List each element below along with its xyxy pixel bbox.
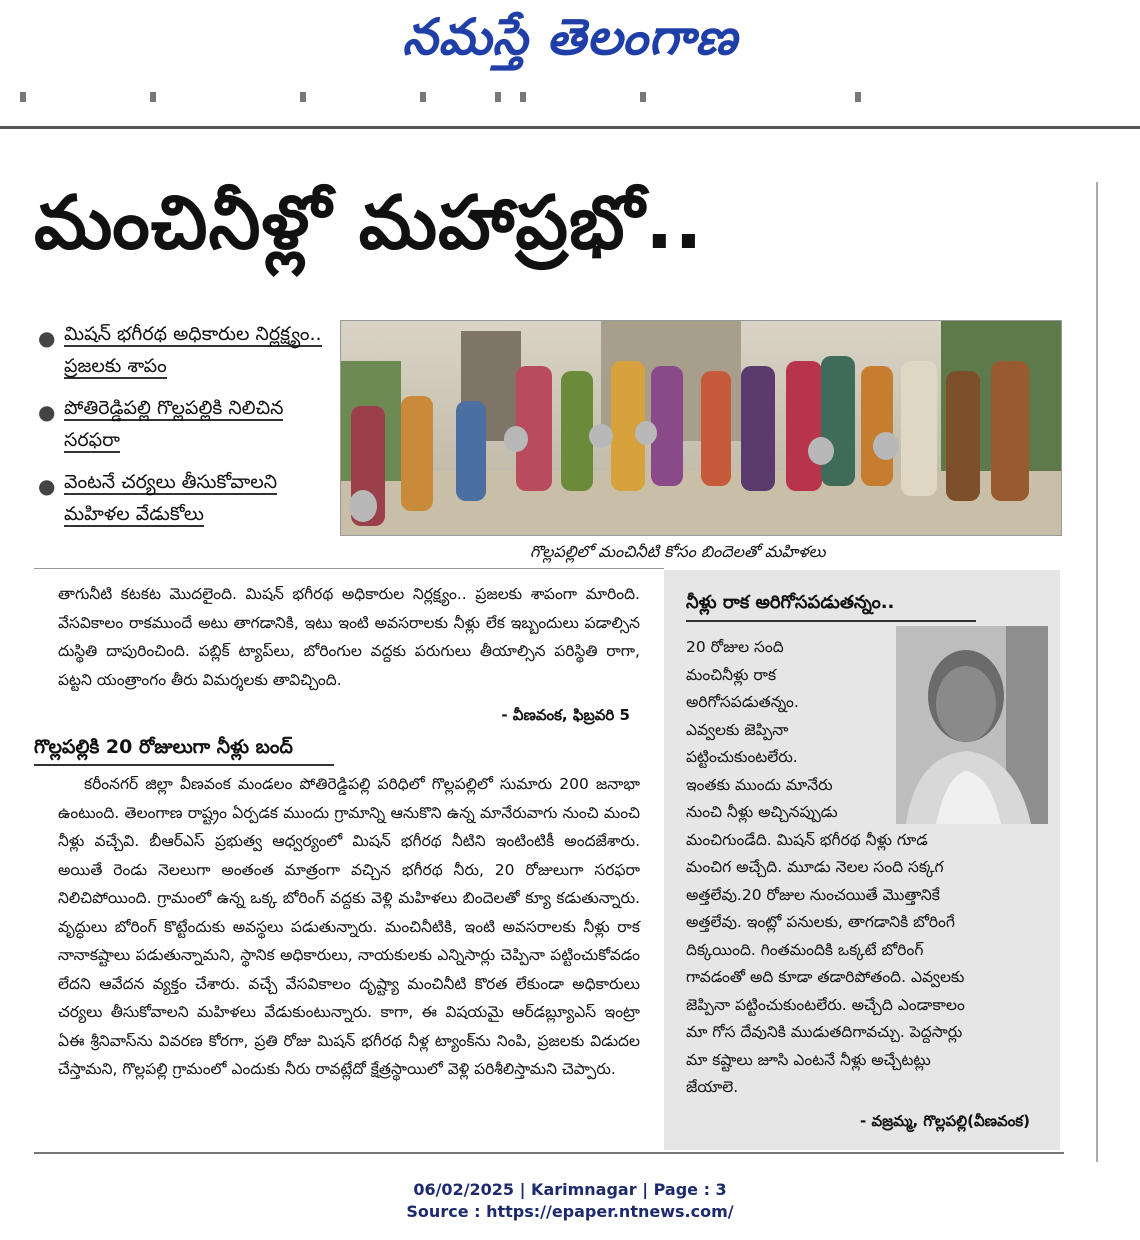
main-news-photo xyxy=(340,320,1062,536)
sidebar-line: మా కష్టాలు జూసి ఎంటనే నీళ్లు అచ్చేటట్లు xyxy=(686,1050,931,1069)
highlight-item xyxy=(34,392,334,456)
sidebar-line: ఎవ్వలకు జెప్పినా xyxy=(686,720,789,739)
column-rule-right xyxy=(1096,182,1098,1162)
highlight-text: వెంటనే చర్యలు తీసుకోవాలని మహిళల వేడుకోలు xyxy=(64,471,278,525)
sidebar-line: గావడంతో అది కూడా తడారిపోతంది. ఎవ్వలకు xyxy=(686,968,965,986)
sidebar-line: నుంచి నీళ్లు అచ్చినప్పుడు xyxy=(686,803,838,821)
sidebar-line: దిక్కయింది. గింతమందికి ఒక్కటే బోరింగ్ xyxy=(686,940,924,959)
women-with-pots-photo xyxy=(341,321,1061,535)
bullet-icon: ● xyxy=(38,400,56,424)
sidebar-line: అత్తలేవు. ఇంట్లో పనులకు, తాగడానికి బోరింగే xyxy=(686,913,955,931)
masthead-ornament-strip xyxy=(0,92,1140,106)
sidebar-line: మా గోస దేవునికి ముడుతదిగావచ్చు. పెద్దసార్లు xyxy=(686,1023,963,1041)
highlight-text: మిషన్ భగీరథ అధికారుల నిర్లక్ష్యం.. ప్రజలకు శాపం xyxy=(64,323,322,377)
story-body: కరీంనగర్ జిల్లా వీణవంక మండలం పోతిరెడ్డిపల్లి పరిధిలో గొల్లపల్లిలో సుమారు 200 జనాభా ఉంటుంది. తెలంగాణ రాష్ట్రం ఏర్పడక ముందు గ్రామాన్ని ఆనుకొని ఉన్న మానేరువాగు నుంచి మంచి నీళ్లు వచ్చేవి. బీఆర్‌ఎస్ ప్రభుత్వ ఆధ్వర్యంలో మిషన్ భగీరథ నీటిని ఇంటింటికీ అందజేశారు. అయితే రెండు నెలలుగా అంతంత మాత్రంగా వచ్చిన భగీరథ నీరు, 20 రోజులుగా సరఫరా నిలిచిపోయింది. గ్రామంలో ఉన్న ఒక్క బోరింగ్ వద్దకు వెళ్లి మహిళలు బిందెలతో క్యూ కడుతున్నారు. వృద్ధులు బోరింగ్ కొట్టేందుకు అవస్థలు పడుతున్నారు. మంచినీటికి, ఇంటి అవసరాలకు నీళ్లు రాక నానాకష్టాలు పడుతున్నామని, స్థానిక అధికారులు, నాయకులకు ఎన్నిసార్లు చెప్పినా పట్టించుకోవడం లేదని ఆవేదన వ్యక్తం చేశారు. వచ్చే వేసవికాలం దృష్ట్యా మంచినీటి కొరత లేకుండా అధికారులు చర్యలు తీసుకోవాలని మహిళలు వేడుకుంటున్నారు. కాగా, ఈ విషయమై ఆర్‌డబ్ల్యూఎస్ ఇంట్రా ఏఈ శ్రీనివాస్‌ను వివరణ కోరగా, ప్రతి రోజు మిషన్ భగీరథ నీళ్ల ట్యాంక్‌ను నింపి, ప్రజలకు విడుదల చేస్తామని, గొల్లపల్లి గ్రామంలో ఎందుకు నీరు రావట్లేదో క్షేత్రస్థాయిలో వెళ్లి పరిశీలిస్తామని చెప్పారు. xyxy=(58,775,640,1078)
story-subheading: గొల్లపల్లికి 20 రోజులుగా నీళ్లు బంద్ xyxy=(34,730,334,766)
masthead xyxy=(0,0,1140,80)
sidebar-line: ఇంతకు ముందు మానేరు xyxy=(686,775,833,794)
sidebar-line: మంచిగుండేది. మిషన్ భగీరథ నీళ్లు గూడ xyxy=(686,830,928,849)
headline: మంచినీళ్లో మహాప్రభో.. xyxy=(34,180,704,266)
footer-edition-info: 06/02/2025 | Karimnagar | Page : 3 xyxy=(413,1180,727,1199)
highlight-item xyxy=(34,318,334,382)
sidebar-quote xyxy=(686,634,1040,1102)
newspaper-logo: నమస్తే తెలంగాణ xyxy=(402,8,738,66)
highlights-list xyxy=(34,318,334,540)
sidebar-line: జెప్పినా పట్టించుకుంటలేరు. అచ్చేది ఎండాకాలం xyxy=(686,995,965,1014)
story-intro: తాగునీటి కటకట మొదలైంది. మిషన్ భగీరథ అధికారుల నిర్లక్ష్యం.. ప్రజలకు శాపంగా మారింది. వేసవికాలం రాకముందే అటు తాగడానికి, ఇటు ఇంటి అవసరాలకు నీళ్లు లేక ఇబ్బందులు పడాల్సిన దుస్థితి దాపురించింది. పబ్లిక్ ట్యాప్‌లు, బోరింగుల వద్దకు పరుగులు తీయాల్సిన పరిస్థితి రాగా, పట్టని యంత్రాంగం తీరు విమర్శలకు తావిచ్చింది. xyxy=(58,585,640,689)
sidebar-heading: నీళ్లు రాక అరిగోసపడుతన్నం.. xyxy=(686,586,976,622)
highlight-item xyxy=(34,466,334,530)
sidebar-line: అత్తలేవు.20 రోజుల నుంచయితే మొత్తానికే xyxy=(686,885,940,904)
sidebar-line: అరిగోసపడుతన్నం. xyxy=(686,693,799,711)
masthead-rule xyxy=(0,126,1140,129)
sidebar-line: జేయాలె. xyxy=(686,1078,739,1096)
footer-source-link[interactable]: Source : https://epaper.ntnews.com/ xyxy=(406,1202,734,1221)
sidebar-line: పట్టించుకుంటలేరు. xyxy=(686,748,798,766)
bullet-icon: ● xyxy=(38,474,56,498)
highlight-text: పోతిరెడ్డిపల్లి గొల్లపల్లికి నిలిచిన సరఫరా xyxy=(64,397,284,451)
sidebar-line: 20 రోజుల సంది xyxy=(686,638,784,656)
sidebar-author: - వజ్రమ్మ, గొల్లపల్లి(వీణవంక) xyxy=(860,1112,1030,1130)
bottom-rule xyxy=(34,1152,1064,1154)
sidebar-line: మంచిగ అచ్చేది. మూడు నెలల సంది సక్కగ xyxy=(686,858,944,876)
photo-caption: గొల్లపల్లిలో మంచినీటి కోసం బిందెలతో మహిళలు xyxy=(530,542,826,561)
sidebar-line: మంచినీళ్లు రాక xyxy=(686,665,777,684)
section-rule xyxy=(34,568,664,569)
story-dateline: - వీణవంక, ఫిబ్రవరి 5 xyxy=(501,706,630,724)
bullet-icon: ● xyxy=(38,326,56,350)
